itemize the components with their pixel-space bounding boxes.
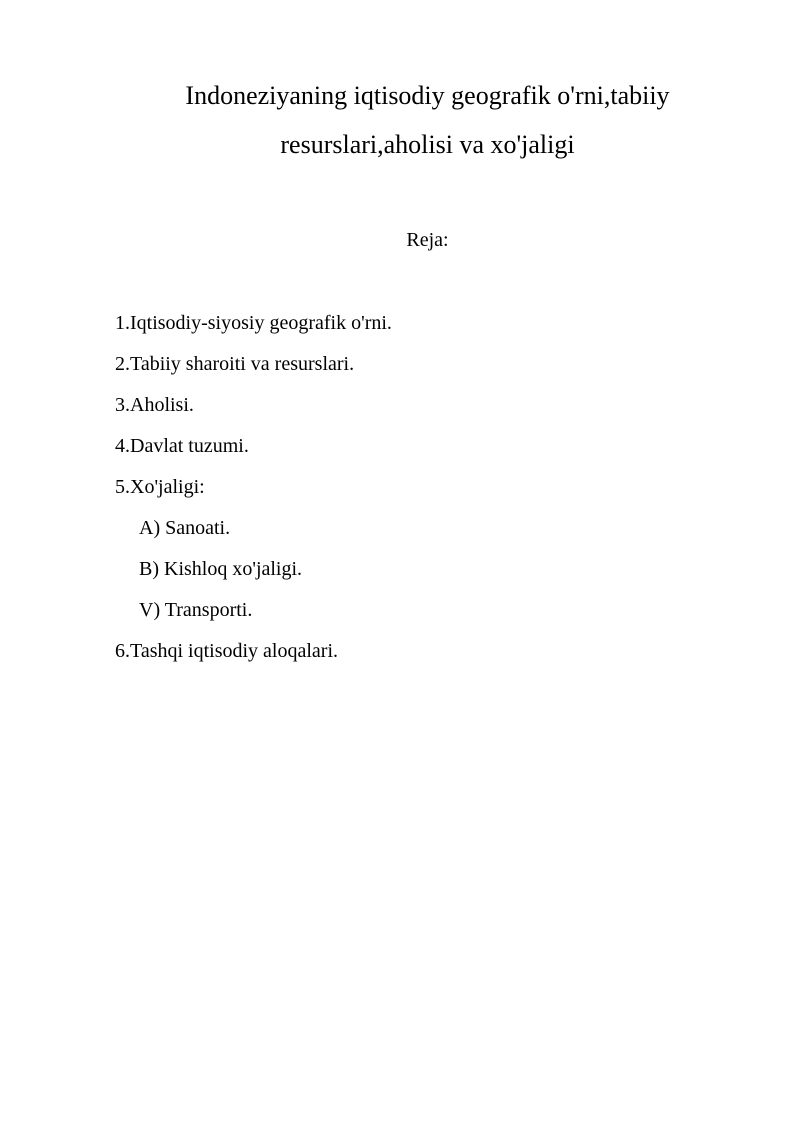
outline-subitem-b: B) Kishloq xo'jaligi. [139, 558, 303, 580]
plan-heading: Reja: [406, 229, 449, 251]
outline-item-4: 4.Davlat tuzumi. [115, 435, 249, 457]
document-title-line-1: Indoneziyaning iqtisodiy geografik o'rni,tabiiy [185, 81, 670, 110]
outline-subitem-a: A) Sanoati. [139, 517, 231, 539]
outline-item-6: 6.Tashqi iqtisodiy aloqalari. [115, 640, 339, 662]
outline-item-1: 1.Iqtisodiy-siyosiy geografik o'rni. [115, 312, 392, 334]
outline-item-2: 2.Tabiiy sharoiti va resurslari. [115, 353, 355, 375]
outline-subitem-v: V) Transporti. [139, 599, 253, 621]
outline-item-3: 3.Aholisi. [115, 394, 194, 416]
plan-outline [115, 311, 392, 680]
outline-item-5: 5.Xo'jaligi: [115, 476, 205, 498]
document-title-line-2: resurslari,aholisi va xo'jaligi [280, 130, 575, 159]
